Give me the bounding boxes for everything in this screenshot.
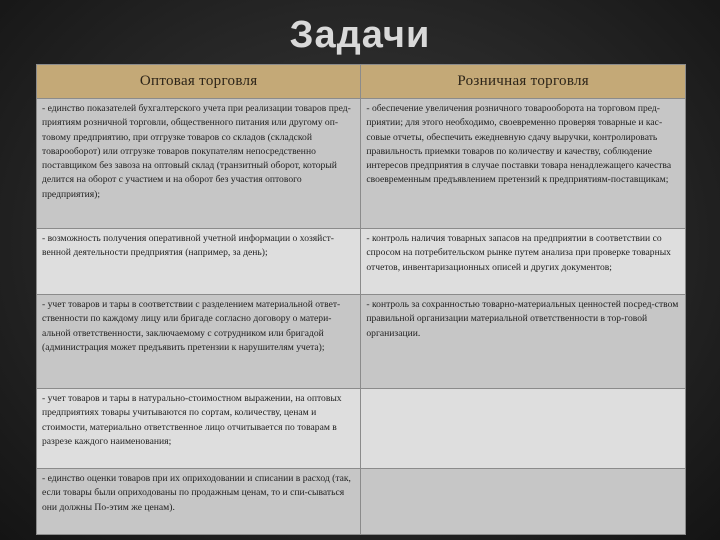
- slide-title: Задачи: [289, 14, 431, 56]
- header-retail: Розничная торговля: [361, 65, 686, 99]
- table-cell-wholesale: - единство показателей бухгалтерского учета при реализации товаров пред-приятиям розничной торговли, общественного питания или другому оп-товому предприятию, при отгрузке товаров со складов (складской товарооборот) или отгрузке товаров покупателям непосредственно поставщиком без завоза на оптовый склад (транзитный оборот, который делится на оборот с участием и на оборот без участия оптового предприятия);: [37, 99, 361, 229]
- table-row: [37, 99, 686, 229]
- table-header-row: [37, 65, 686, 99]
- table-row: [37, 295, 686, 389]
- table-cell-retail: [361, 389, 686, 469]
- table-cell-wholesale: - учет товаров и тары в соответствии с разделением материальной ответ-ственности по каждому лицу или бригаде согласно договору о матери-альной ответственности, заключаемому с сотрудником или бригадой (администрация может предъявить претензии к нарушителям учета);: [37, 295, 361, 389]
- header-wholesale: Оптовая торговля: [37, 65, 361, 99]
- table-cell-wholesale: - единство оценки товаров при их оприходовании и списании в расход (так, если товары были оприходованы по продажным ценам, то и спи-сываться они должны По-этим же ценам).: [37, 469, 361, 535]
- table-cell-wholesale: - учет товаров и тары в натурально-стоимостном выражении, на оптовых предприятиях товары учитываются по сортам, количеству, ценам и стоимости, материально ответственное лицо отчитывается по товарам в разрезе каждого наименования;: [37, 389, 361, 469]
- table-cell-retail: [361, 469, 686, 535]
- comparison-table: [36, 64, 686, 535]
- table-cell-retail: - контроль за сохранностью товарно-материальных ценностей посред-ством правильной организации материальной ответственности в тор-говой организации.: [361, 295, 686, 389]
- table-row: [37, 229, 686, 295]
- table-cell-retail: - контроль наличия товарных запасов на предприятии в соответствии со спросом на потребительском рынке путем анализа при проверке товарных отчетов, инвентаризационных описей и других документов;: [361, 229, 686, 295]
- table-cell-wholesale: - возможность получения оперативной учетной информации о хозяйст-венной деятельности предприятия (например, за день);: [37, 229, 361, 295]
- table-row: [37, 469, 686, 535]
- table-cell-retail: - обеспечение увеличения розничного товарооборота на торговом пред-приятии; для этого необходимо, своевременно проверяя товарные и кас-совые отчеты, обеспечить ежедневную сдачу выручки, контролировать правильность приемки товаров по количеству и качеству, соблюдение интересов предприятия в случае поставки товара ненадлежащего качества своевременным предъявлением претензий к предприятиям-поставщикам;: [361, 99, 686, 229]
- table-row: [37, 389, 686, 469]
